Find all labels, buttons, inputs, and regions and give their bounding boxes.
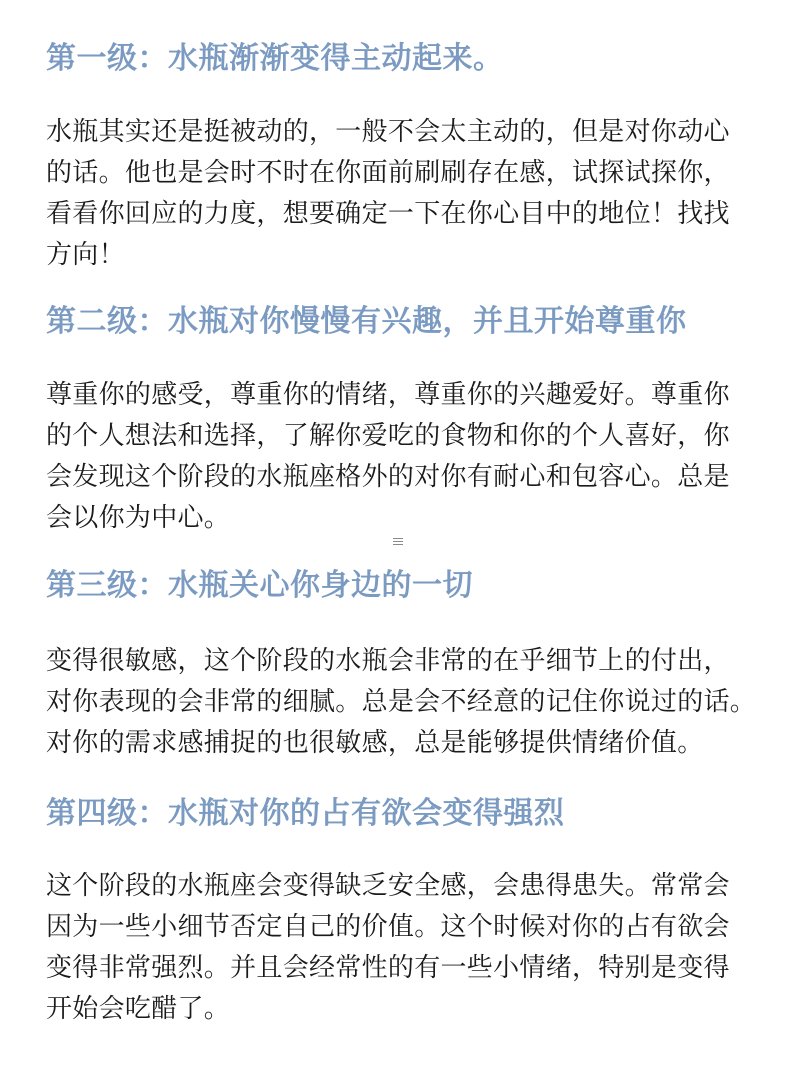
paragraph-line: 变得非常强烈。并且会经常性的有一些小情绪，特别是变得 bbox=[46, 953, 730, 983]
section-4-heading: 第四级：水瓶对你的占有欲会变得强烈 bbox=[46, 796, 565, 831]
section-2-heading: 第二级：水瓶对你慢慢有兴趣，并且开始尊重你 bbox=[46, 304, 687, 339]
paragraph-line: 会以你为中心。 bbox=[46, 503, 231, 533]
paragraph-line: 看看你回应的力度，想要确定一下在你心目中的地位！找找 bbox=[46, 199, 730, 229]
paragraph-line: 开始会吃醋了。 bbox=[46, 994, 231, 1024]
paragraph-line: 尊重你的感受，尊重你的情绪，尊重你的兴趣爱好。尊重你 bbox=[46, 380, 730, 410]
section-4-paragraph bbox=[46, 866, 786, 1030]
section-1-paragraph bbox=[46, 112, 786, 276]
paragraph-line: 的话。他也是会时不时在你面前刷刷存在感，试探试探你， bbox=[46, 158, 730, 188]
paragraph-line: 会发现这个阶段的水瓶座格外的对你有耐心和包容心。总是 bbox=[46, 462, 730, 492]
section-2-paragraph bbox=[46, 375, 786, 539]
paragraph-line: 对你表现的会非常的细腻。总是会不经意的记住你说过的话。 bbox=[46, 687, 757, 717]
paragraph-line: 水瓶其实还是挺被动的，一般不会太主动的，但是对你动心 bbox=[46, 117, 730, 147]
paragraph-line: 这个阶段的水瓶座会变得缺乏安全感，会患得患失。常常会 bbox=[46, 871, 730, 901]
section-1-heading: 第一级：水瓶渐渐变得主动起来。 bbox=[46, 41, 504, 76]
paragraph-line: 对你的需求感捕捉的也很敏感，总是能够提供情绪价值。 bbox=[46, 728, 704, 758]
paragraph-line: 的个人想法和选择，了解你爱吃的食物和你的个人喜好，你 bbox=[46, 421, 730, 451]
paragraph-line: 因为一些小细节否定自己的价值。这个时候对你的占有欲会 bbox=[46, 912, 730, 942]
section-3-paragraph bbox=[46, 641, 786, 764]
small-lines-icon bbox=[393, 538, 403, 546]
paragraph-line: 变得很敏感，这个阶段的水瓶会非常的在乎细节上的付出， bbox=[46, 646, 730, 676]
paragraph-line: 方向！ bbox=[46, 240, 125, 270]
section-3-heading: 第三级：水瓶关心你身边的一切 bbox=[46, 568, 473, 603]
